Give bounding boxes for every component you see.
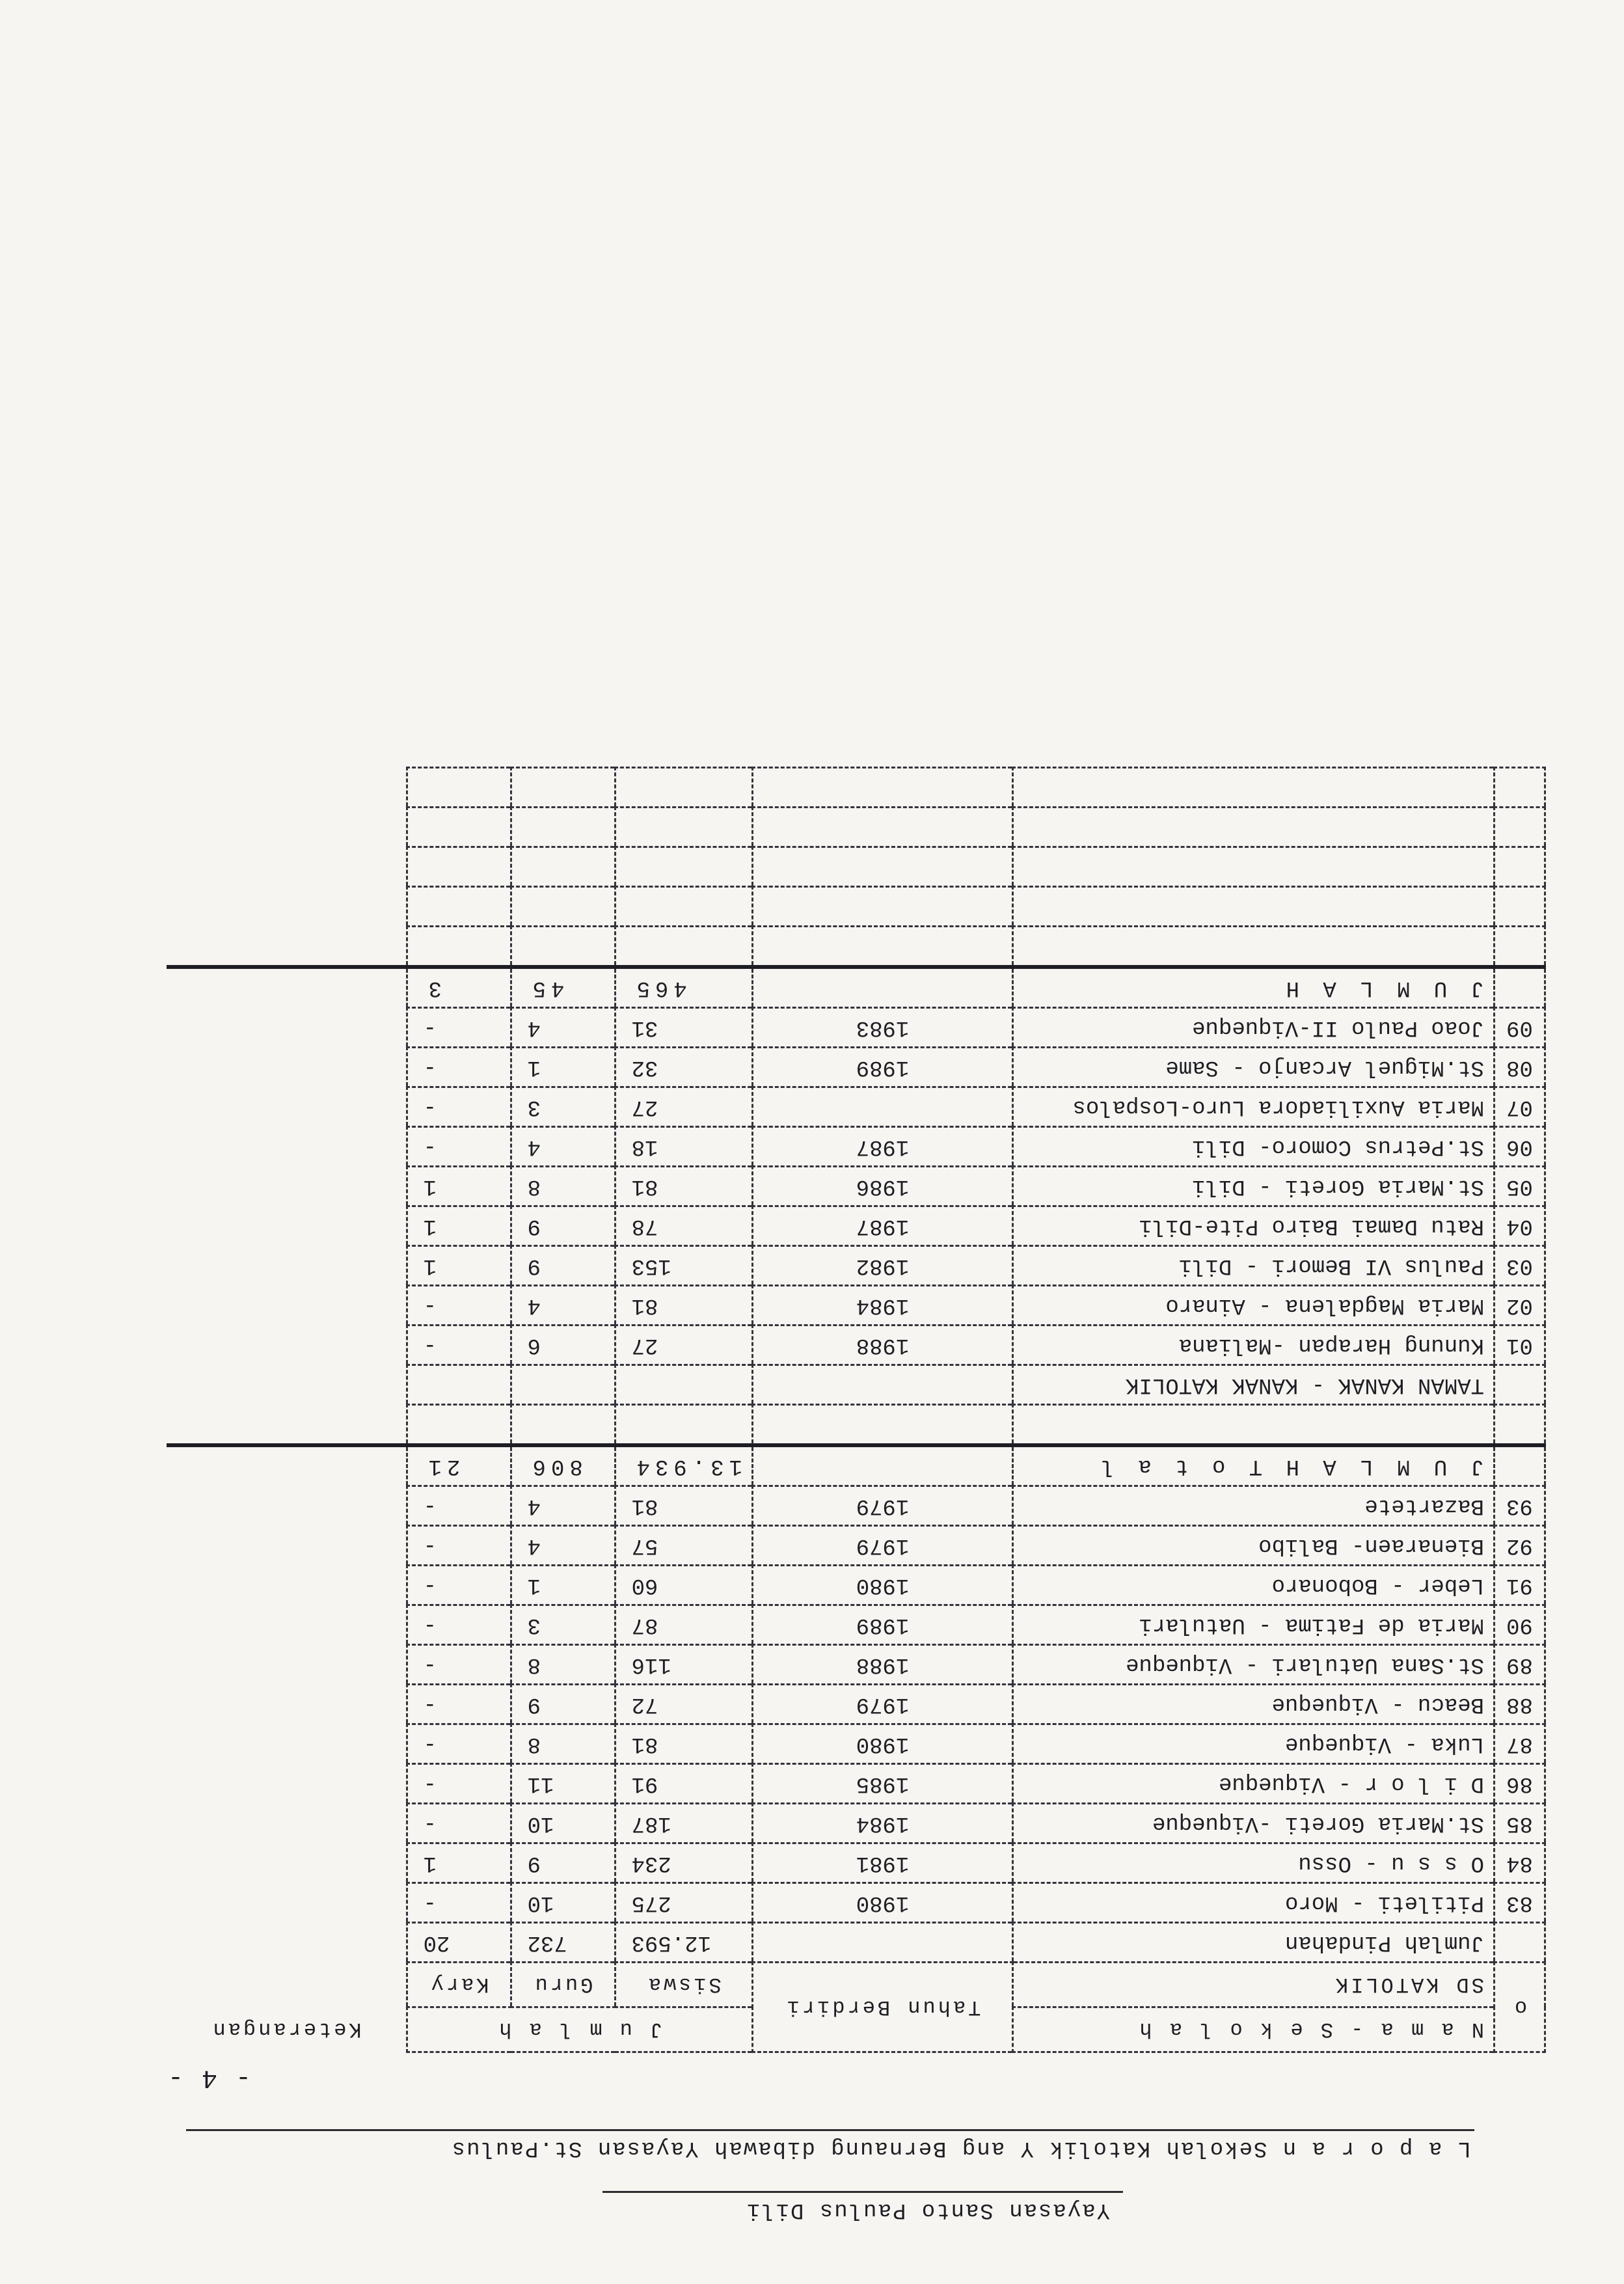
siswa-count: 57 (615, 1526, 752, 1566)
total-kary: 21 (407, 1445, 511, 1486)
row-no: 91 (1495, 1566, 1545, 1605)
school-name: Beacu - Viqueque (1013, 1685, 1495, 1724)
guru-count: 3 (511, 1605, 615, 1645)
cell-kary (407, 1365, 511, 1405)
siswa-count: 234 (615, 1843, 752, 1883)
guru-count: 9 (511, 1685, 615, 1724)
empty-cell (1495, 847, 1545, 887)
ket-blank (167, 1365, 407, 1405)
empty-cell (1013, 808, 1495, 847)
guru-count: 11 (511, 1764, 615, 1804)
table-row (167, 1087, 1545, 1127)
report-title: L a p o r a n Sekolah Katolik Y ang Bernaung dibawah Yayasan St.Paulus (450, 2136, 1471, 2160)
school-table (167, 767, 1546, 2053)
siswa-count: 18 (615, 1127, 752, 1167)
guru-count: 4 (511, 1127, 615, 1167)
guru-count: 8 (511, 1645, 615, 1685)
table-row (167, 1883, 1545, 1923)
guru-count: 6 (511, 1326, 615, 1365)
ket-blank (167, 1645, 407, 1685)
table-row (167, 1167, 1545, 1206)
title-underline (602, 2191, 1123, 2193)
col-guru-header: Guru (511, 1963, 615, 2007)
year-founded: 1984 (753, 1804, 1013, 1843)
kary-count: - (407, 1724, 511, 1764)
blank-row (167, 927, 1545, 968)
year-founded: 1986 (753, 1167, 1013, 1206)
table-row (167, 1804, 1545, 1843)
empty-cell (753, 887, 1013, 927)
table-row (167, 1326, 1545, 1365)
table-row (167, 1605, 1545, 1645)
cell-no (1495, 967, 1545, 1008)
empty-cell (1013, 847, 1495, 887)
kary-count: 1 (407, 1206, 511, 1246)
siswa-count: 81 (615, 1486, 752, 1526)
school-name: Bazartete (1013, 1486, 1495, 1526)
siswa-count: 187 (615, 1804, 752, 1843)
table-row (167, 1486, 1545, 1526)
empty-cell (615, 808, 752, 847)
total-guru: 45 (511, 967, 615, 1008)
year-founded (753, 1087, 1013, 1127)
row-no: 88 (1495, 1685, 1545, 1724)
ket-blank (167, 1724, 407, 1764)
empty-cell (511, 768, 615, 808)
siswa-count: 78 (615, 1206, 752, 1246)
empty-cell (753, 927, 1013, 968)
empty-cell (511, 808, 615, 847)
ket-blank (167, 1486, 407, 1526)
col-no-header: o (1495, 1963, 1545, 2052)
table-row (167, 1645, 1545, 1685)
cell-no (1495, 1365, 1545, 1405)
row-no: 08 (1495, 1048, 1545, 1087)
ket-blank (167, 1048, 407, 1087)
sd-total-row (167, 1445, 1545, 1486)
cell-tahun (753, 1923, 1013, 1963)
empty-cell (1495, 808, 1545, 847)
subtotal-siswa: 12.593 (615, 1923, 752, 1963)
ket-blank (167, 1445, 407, 1486)
siswa-count: 60 (615, 1566, 752, 1605)
table-row (167, 1286, 1545, 1326)
school-name: Kunung Harapan -Maliana (1013, 1326, 1495, 1365)
school-name: Paulus VI Bemori - Dili (1013, 1246, 1495, 1286)
blank-row (167, 887, 1545, 927)
row-no: 86 (1495, 1764, 1545, 1804)
empty-cell (1495, 927, 1545, 968)
ket-blank (167, 1246, 407, 1286)
guru-count: 9 (511, 1206, 615, 1246)
ket-blank (167, 1843, 407, 1883)
empty-cell (407, 887, 511, 927)
row-no: 04 (1495, 1206, 1545, 1246)
kary-count: - (407, 1486, 511, 1526)
total-label: J U M L A H T o t a l (1013, 1445, 1495, 1486)
year-founded: 1982 (753, 1246, 1013, 1286)
siswa-count: 81 (615, 1724, 752, 1764)
ket-blank (167, 1685, 407, 1724)
row-no: 09 (1495, 1008, 1545, 1048)
col-siswa-header: Siswa (615, 1963, 752, 2007)
row-no: 83 (1495, 1883, 1545, 1923)
table-row (167, 1685, 1545, 1724)
cell-siswa (615, 1365, 752, 1405)
empty-cell (753, 808, 1013, 847)
empty-cell (167, 847, 407, 887)
kary-count: - (407, 1286, 511, 1326)
kary-count: - (407, 1087, 511, 1127)
table-row (167, 1764, 1545, 1804)
year-founded: 1980 (753, 1566, 1013, 1605)
guru-count: 9 (511, 1843, 615, 1883)
school-name: O s s u - Ossu (1013, 1843, 1495, 1883)
school-name: St.Maria Goreti -Viqueque (1013, 1804, 1495, 1843)
sd-section-title: SD KATOLIK (1013, 1963, 1495, 2007)
section-title: TAMAN KANAK - KANAK KATOLIK (1013, 1365, 1495, 1405)
ket-blank (167, 1605, 407, 1645)
empty-cell (753, 847, 1013, 887)
empty-cell (1013, 1405, 1495, 1446)
school-name: Ratu Damai Bairo Pite-Dili (1013, 1206, 1495, 1246)
cell-tahun (753, 1445, 1013, 1486)
empty-cell (615, 1405, 752, 1446)
empty-cell (407, 808, 511, 847)
school-name: Maria de Fatima - Uatulari (1013, 1605, 1495, 1645)
kary-count: - (407, 1326, 511, 1365)
row-no: 87 (1495, 1724, 1545, 1764)
empty-cell (1495, 887, 1545, 927)
col-ket-header: Keterangan (167, 2007, 407, 2052)
table-row (167, 1246, 1545, 1286)
tk-section-title-row (167, 1365, 1545, 1405)
ket-blank (167, 1087, 407, 1127)
row-no: 06 (1495, 1127, 1545, 1167)
ket-blank (167, 1206, 407, 1246)
ket-blank (167, 1167, 407, 1206)
year-founded: 1988 (753, 1326, 1013, 1365)
ket-blank (167, 1008, 407, 1048)
year-founded: 1989 (753, 1048, 1013, 1087)
total-kary: 3 (407, 967, 511, 1008)
table-row (167, 1206, 1545, 1246)
col-jumlah-header: J u m l a h (407, 2007, 752, 2052)
ket-blank (167, 1566, 407, 1605)
yayasan-title: Yayasan Santo Paulus Dili (745, 2197, 1110, 2222)
blank-row (167, 1405, 1545, 1446)
empty-cell (1495, 768, 1545, 808)
subtotal-row (167, 1923, 1545, 1963)
total-siswa: 13.934 (615, 1445, 752, 1486)
subtotal-guru: 732 (511, 1923, 615, 1963)
subtotal-kary: 20 (407, 1923, 511, 1963)
empty-cell (167, 808, 407, 847)
kary-count: - (407, 1804, 511, 1843)
cell-guru (511, 1365, 615, 1405)
school-name: Pitileti - Moro (1013, 1883, 1495, 1923)
ket-blank (167, 1764, 407, 1804)
table-row (167, 1127, 1545, 1167)
row-no: 93 (1495, 1486, 1545, 1526)
empty-cell (167, 927, 407, 968)
tk-total-row (167, 967, 1545, 1008)
empty-cell (407, 1405, 511, 1446)
empty-cell (407, 768, 511, 808)
empty-cell (407, 847, 511, 887)
school-name: Luka - Viqueque (1013, 1724, 1495, 1764)
siswa-count: 72 (615, 1685, 752, 1724)
school-name: Leber - Bobonaro (1013, 1566, 1495, 1605)
empty-cell (1013, 887, 1495, 927)
table-row (167, 1048, 1545, 1087)
siswa-count: 91 (615, 1764, 752, 1804)
report-title-underline (186, 2129, 1474, 2131)
guru-count: 3 (511, 1087, 615, 1127)
kary-count: - (407, 1883, 511, 1923)
siswa-count: 32 (615, 1048, 752, 1087)
year-founded: 1980 (753, 1883, 1013, 1923)
kary-count: - (407, 1764, 511, 1804)
table-row (167, 1526, 1545, 1566)
row-no: 05 (1495, 1167, 1545, 1206)
ket-blank (167, 1923, 407, 1963)
table-row (167, 1843, 1545, 1883)
kary-count: - (407, 1008, 511, 1048)
empty-cell (753, 768, 1013, 808)
empty-cell (511, 887, 615, 927)
empty-cell (615, 887, 752, 927)
school-name: St.Maria Goreti - Dili (1013, 1167, 1495, 1206)
year-founded: 1988 (753, 1645, 1013, 1685)
cell-no (1495, 1445, 1545, 1486)
ket-blank (167, 1526, 407, 1566)
school-table-body (167, 768, 1545, 2052)
kary-count: 1 (407, 1843, 511, 1883)
school-name: Bienaraen- Balibo (1013, 1526, 1495, 1566)
row-no: 85 (1495, 1804, 1545, 1843)
total-label: J U M L A H (1013, 967, 1495, 1008)
row-no: 02 (1495, 1286, 1545, 1326)
siswa-count: 275 (615, 1883, 752, 1923)
total-guru: 806 (511, 1445, 615, 1486)
row-no: 03 (1495, 1246, 1545, 1286)
col-kary-header: Kary (407, 1963, 511, 2007)
guru-count: 9 (511, 1246, 615, 1286)
siswa-count: 31 (615, 1008, 752, 1048)
guru-count: 8 (511, 1167, 615, 1206)
guru-count: 1 (511, 1048, 615, 1087)
empty-cell (167, 887, 407, 927)
total-siswa: 465 (615, 967, 752, 1008)
siswa-count: 81 (615, 1167, 752, 1206)
subtotal-label: Jumlah Pindahan (1013, 1923, 1495, 1963)
blank-row (167, 768, 1545, 808)
ket-blank (167, 1883, 407, 1923)
kary-count: 1 (407, 1167, 511, 1206)
table-header-row-1 (167, 2007, 1545, 2052)
empty-cell (615, 847, 752, 887)
row-no: 92 (1495, 1526, 1545, 1566)
school-name: St.Miguel Arcanjo - Same (1013, 1048, 1495, 1087)
cell-no (1495, 1923, 1545, 1963)
ket-blank (167, 1127, 407, 1167)
row-no: 90 (1495, 1605, 1545, 1645)
siswa-count: 27 (615, 1087, 752, 1127)
guru-count: 10 (511, 1804, 615, 1843)
siswa-count: 81 (615, 1286, 752, 1326)
siswa-count: 27 (615, 1326, 752, 1365)
empty-cell (167, 1405, 407, 1446)
empty-cell (1013, 768, 1495, 808)
school-name: St.Petrus Comoro- Dili (1013, 1127, 1495, 1167)
table-row (167, 1008, 1545, 1048)
school-name: Joao Paulo II-Viqueque (1013, 1008, 1495, 1048)
guru-count: 4 (511, 1286, 615, 1326)
year-founded: 1983 (753, 1008, 1013, 1048)
ket-blank (167, 967, 407, 1008)
ket-blank (167, 1963, 407, 2007)
ket-blank (167, 1286, 407, 1326)
empty-cell (615, 927, 752, 968)
guru-count: 10 (511, 1883, 615, 1923)
page-number: - 4 - (166, 2063, 251, 2092)
siswa-count: 87 (615, 1605, 752, 1645)
year-founded: 1984 (753, 1286, 1013, 1326)
kary-count: - (407, 1526, 511, 1566)
empty-cell (407, 927, 511, 968)
row-no: 01 (1495, 1326, 1545, 1365)
kary-count: - (407, 1645, 511, 1685)
kary-count: - (407, 1605, 511, 1645)
col-nama-header: N a m a - S e k o l a h (1013, 2007, 1495, 2052)
ket-blank (167, 1804, 407, 1843)
school-name: Maria Magdalena - Ainaro (1013, 1286, 1495, 1326)
table-row (167, 1724, 1545, 1764)
cell-tahun (753, 1365, 1013, 1405)
row-no: 84 (1495, 1843, 1545, 1883)
col-tahun-header: Tahun Berdiri (753, 1963, 1013, 2052)
empty-cell (615, 768, 752, 808)
empty-cell (511, 1405, 615, 1446)
year-founded: 1980 (753, 1724, 1013, 1764)
empty-cell (511, 847, 615, 887)
year-founded: 1987 (753, 1127, 1013, 1167)
cell-tahun (753, 967, 1013, 1008)
school-name: D i l o r - Viqueque (1013, 1764, 1495, 1804)
kary-count: - (407, 1127, 511, 1167)
kary-count: 1 (407, 1246, 511, 1286)
empty-cell (1013, 927, 1495, 968)
ket-blank (167, 1326, 407, 1365)
empty-cell (511, 927, 615, 968)
row-no: 89 (1495, 1645, 1545, 1685)
year-founded: 1979 (753, 1486, 1013, 1526)
siswa-count: 116 (615, 1645, 752, 1685)
school-name: St.Sana Uatulari - Viqueque (1013, 1645, 1495, 1685)
year-founded: 1985 (753, 1764, 1013, 1804)
kary-count: - (407, 1048, 511, 1087)
guru-count: 1 (511, 1566, 615, 1605)
empty-cell (167, 768, 407, 808)
empty-cell (753, 1405, 1013, 1446)
row-no: 07 (1495, 1087, 1545, 1127)
kary-count: - (407, 1566, 511, 1605)
blank-row (167, 808, 1545, 847)
year-founded: 1987 (753, 1206, 1013, 1246)
kary-count: - (407, 1685, 511, 1724)
table-row (167, 1566, 1545, 1605)
year-founded: 1979 (753, 1685, 1013, 1724)
school-name: Maria Auxiliadora Luro-Lospalos (1013, 1087, 1495, 1127)
blank-row (167, 847, 1545, 887)
siswa-count: 153 (615, 1246, 752, 1286)
year-founded: 1979 (753, 1526, 1013, 1566)
guru-count: 4 (511, 1526, 615, 1566)
empty-cell (1495, 1405, 1545, 1446)
guru-count: 4 (511, 1008, 615, 1048)
year-founded: 1981 (753, 1843, 1013, 1883)
guru-count: 8 (511, 1724, 615, 1764)
year-founded: 1989 (753, 1605, 1013, 1645)
guru-count: 4 (511, 1486, 615, 1526)
